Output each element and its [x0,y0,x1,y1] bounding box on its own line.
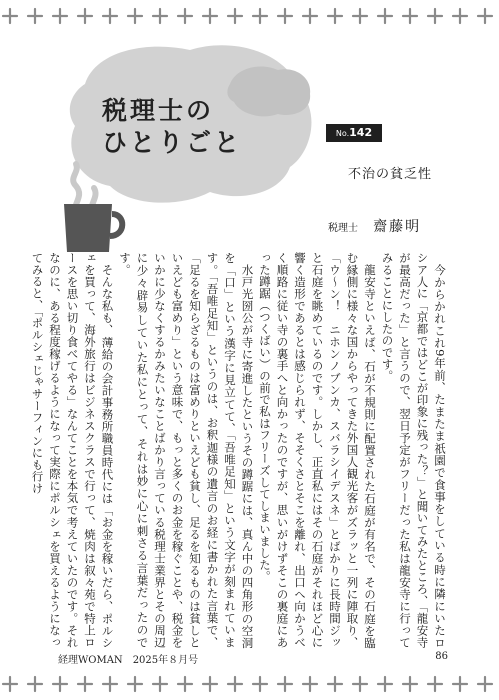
cross-ornament-icon [328,9,342,23]
cross-ornament-icon [253,9,267,23]
cross-ornament-icon [3,677,17,691]
body-paragraph-1: 今からかれこれ9年前、たまたま祇園で食事をしている時に隣にいたロシア人に「京都ではどこが印象に残った？」と聞いてみたところ、「龍安寺が最高だった」と言うので、翌日予定がフリーだった私は龍安寺に行ってみることにしたのです。 [380,252,447,648]
body-paragraph-3: 水戸光圀公が寺に寄進したというその蹲踞には、真ん中の四角形の空洞を「口」という漢字に見立てて、「吾唯足知」という文字が刻まれています。「吾唯足知」というのは、お釈迦様の遺言のお経に書かれた言葉で、「足るを知らざるものは富めりといえども貧し、足るを知るものは貧しといえども富めり」という意味で、もっと多くのお金を稼ぐことや、税金をいかに少なくするかみたいなことばかり言っている税理士業界とその周辺に少々辟易していた私にとって、それは妙に心に刺さる言葉だったのです。 [118,252,255,648]
article-title: 不治の貧乏性 [348,167,433,182]
cross-ornament-icon [28,9,42,23]
cross-ornament-icon [403,9,417,23]
cross-ornament-icon [278,9,292,23]
column-title [102,95,252,159]
cross-ornament-icon [253,677,267,691]
cross-ornament-icon [478,9,492,23]
cross-ornament-icon [378,9,392,23]
cross-ornament-icon [428,677,442,691]
issue-prefix: No. [335,129,350,138]
author-line [328,216,468,236]
page-footer [58,651,448,667]
cross-ornament-icon [28,677,42,691]
cross-ornament-icon [3,9,17,23]
cross-ornament-icon [128,677,142,691]
cross-ornament-icon [403,677,417,691]
cross-ornament-icon [428,9,442,23]
coffee-mug-icon [64,204,122,252]
cross-ornament-icon [103,9,117,23]
cross-ornament-icon [153,677,167,691]
author-role: 税理士 [328,223,358,234]
cross-ornament-icon [453,9,467,23]
cross-ornament-icon [353,677,367,691]
cross-ornament-icon [153,9,167,23]
cross-ornament-icon [478,677,492,691]
cross-ornament-icon [203,677,217,691]
cross-ornament-icon [78,9,92,23]
issue-number: 142 [349,126,373,139]
cross-ornament-icon [78,677,92,691]
cross-ornament-icon [128,9,142,23]
cross-ornament-icon [303,677,317,691]
cross-ornament-icon [178,9,192,23]
footer-date: 2025年８月号 [132,655,199,666]
author-name: 齋藤明 [373,219,422,235]
cross-ornament-icon [103,677,117,691]
footer-magazine: 経理WOMAN [58,655,123,666]
column-title-line-2: ひとりごと [102,128,243,157]
footer-publication [58,651,198,666]
cross-ornament-icon [303,9,317,23]
cross-ornament-icon [278,677,292,691]
page-number: 86 [435,651,448,662]
cross-ornament-icon [378,677,392,691]
body-paragraph-2: 龍安寺といえば、石が不規則に配置された石庭が有名で、その石庭を臨む縁側に様々な国からやってきた外国人観光客がズラッと一列に陣取り、「ウ〜ン！ ニホンノブンカ、スバラシイデスネ」とばかりに長時間ジッと石庭を眺めているのです。しかし、正直私にはその石庭がそれほど心に響く造形であるとは感じられず、そそくさとそこを離れ、出口へ向かうべく順路に従い寺の裏手へと向かったのですが、思いがけずそこの裏庭にあった蹲踞（つくばい）の前で私はフリーズしてしまいました。 [258,252,377,648]
article-body [30,252,448,648]
cross-ornament-icon [53,9,67,23]
cross-ornament-icon [203,9,217,23]
cross-ornament-icon [453,677,467,691]
column-title-line-1: 税理士の [102,96,215,125]
cross-ornament-icon [353,9,367,23]
issue-number-badge [326,124,382,142]
cross-ornament-icon [328,677,342,691]
body-paragraph-4: そんな私も、薄給の会計事務所職員時代には「お金を稼いだら、ポルシェを買って、海外旅行はビジネスクラスで行って、焼肉は叙々苑で特上ロースを思い切り食べてやる」なんてことを本気で考えていたのです。それなのに、ある程度稼げるようになって実際にポルシェを買えるようになってみると、「ポルシェじゃサーフィンにも行け [30,252,115,648]
cross-ornament-icon [228,677,242,691]
cross-ornament-icon [228,9,242,23]
cross-ornament-icon [53,677,67,691]
bottom-cross-border [0,672,499,696]
cross-ornament-icon [178,677,192,691]
